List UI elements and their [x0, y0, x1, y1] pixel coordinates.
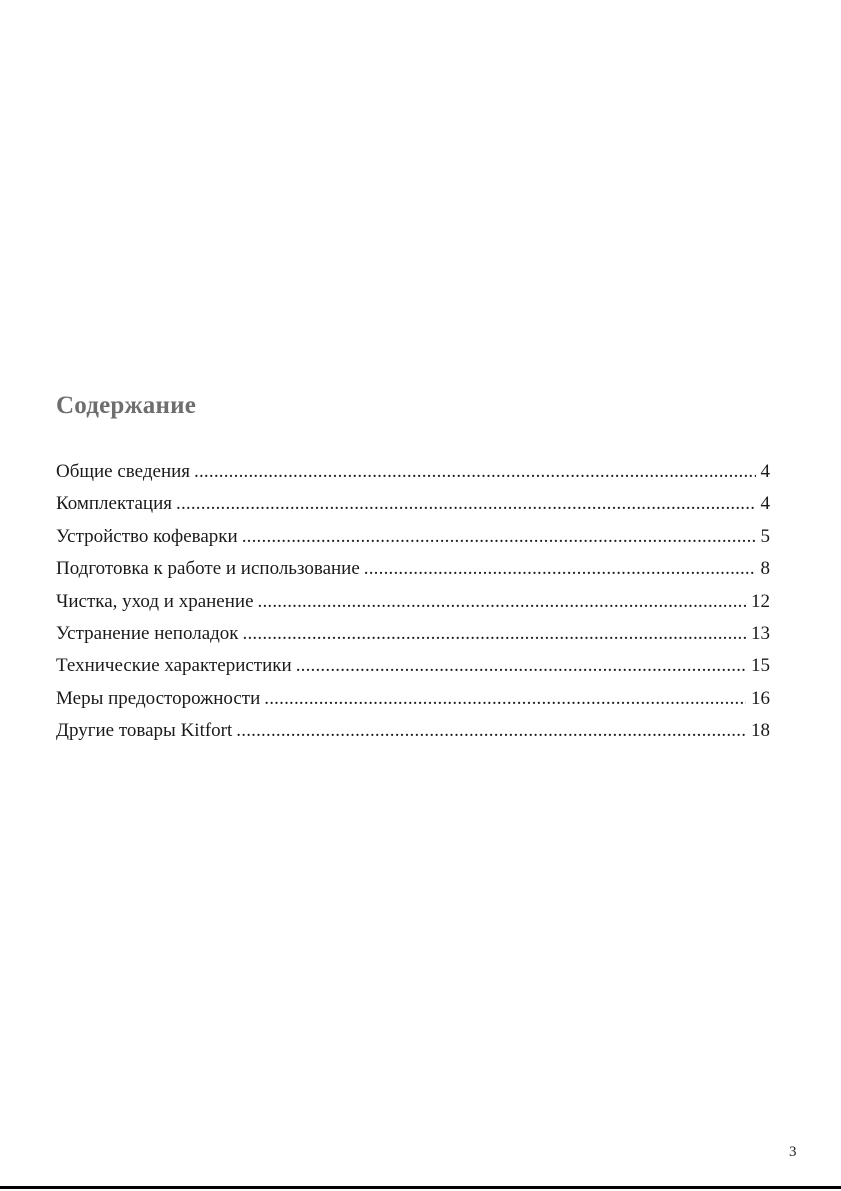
toc-entry-specifications[interactable]: [56, 652, 770, 684]
page-bottom-divider: [0, 1186, 841, 1189]
toc-entry-page: 16: [751, 687, 770, 709]
toc-leader-dots: [242, 523, 756, 551]
toc-entry-safety-precautions[interactable]: [56, 685, 770, 717]
toc-entry-page: 12: [751, 590, 770, 612]
toc-entry-general-info[interactable]: [56, 458, 770, 490]
page-number: 3: [789, 1144, 797, 1160]
toc-entry-label: Общие сведения: [56, 461, 191, 482]
toc-entry-label: Устранение неполадок: [56, 622, 239, 644]
toc-entry-other-products[interactable]: [56, 717, 770, 749]
toc-leader-dots: [176, 490, 756, 518]
toc-entry-page: 18: [751, 720, 770, 742]
toc-entry-label: Другие товары Kitfort: [56, 720, 233, 742]
toc-leader-dots: [243, 620, 746, 648]
toc-entry-label: Меры предосторожности: [56, 687, 261, 709]
toc-entry-page: 13: [751, 622, 770, 644]
toc-entry-label: Подготовка к работе и использование: [56, 558, 360, 580]
toc-entry-label: Чистка, уход и хранение: [56, 590, 254, 612]
toc-leader-dots: [236, 717, 746, 745]
toc-leader-dots: [258, 588, 747, 616]
toc-entry-page: 5: [760, 525, 770, 547]
toc-leader-dots: [296, 652, 746, 680]
toc-leader-dots: [194, 458, 755, 486]
toc-entry-label: Комплектация: [56, 493, 172, 515]
toc-title: Содержание: [56, 392, 197, 419]
toc-entry-package-contents[interactable]: [56, 490, 770, 522]
toc-entry-cleaning-care-storage[interactable]: [56, 588, 770, 620]
toc-entry-label: Технические характеристики: [56, 655, 292, 677]
toc-leader-dots: [264, 685, 746, 713]
toc-entry-page: 4: [760, 493, 770, 515]
toc-entry-page: 4: [760, 461, 770, 482]
toc-entry-troubleshooting[interactable]: [56, 620, 770, 652]
toc-entry-preparation-and-use[interactable]: [56, 555, 770, 587]
toc-entry-page: 15: [751, 655, 770, 677]
toc-entry-device-structure[interactable]: [56, 523, 770, 555]
table-of-contents: [56, 458, 770, 750]
toc-entry-label: Устройство кофеварки: [56, 525, 238, 547]
toc-leader-dots: [364, 555, 756, 583]
toc-entry-page: 8: [760, 558, 770, 580]
